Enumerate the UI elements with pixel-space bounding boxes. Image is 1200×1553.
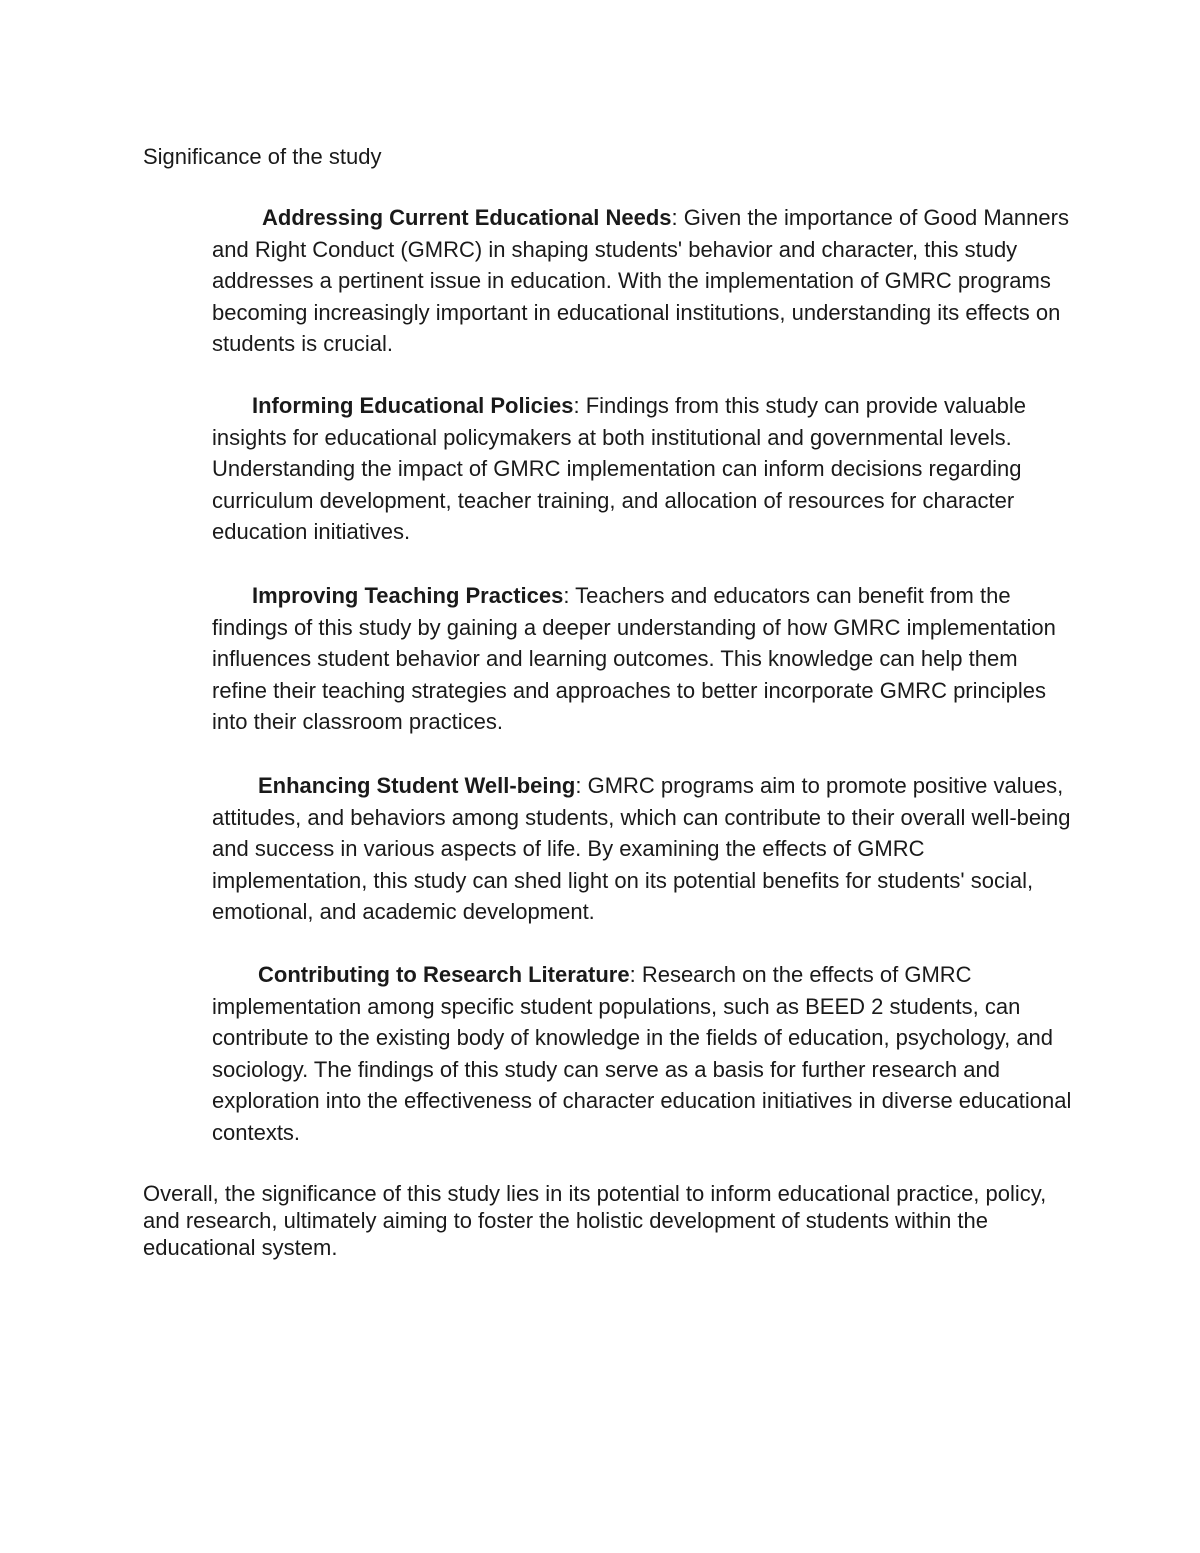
document-title: Significance of the study — [143, 144, 382, 169]
section-heading: Improving Teaching Practices — [252, 583, 564, 608]
section-addressing-current-educational-needs — [212, 202, 1072, 360]
section-contributing-to-research-literature — [212, 959, 1072, 1148]
section-body: : Research on the effects of GMRC implementation among specific student populations, such as BEED 2 students, can contribute to the existing body of knowledge in the fields of education, psychology, and sociology. The findings of this study can serve as a basis for further research and exploration into the effectiveness of character education initiatives in diverse educational contexts. — [212, 962, 1072, 1145]
section-enhancing-student-well-being — [212, 770, 1072, 928]
section-heading: Informing Educational Policies — [252, 393, 574, 418]
section-body: : GMRC programs aim to promote positive values, attitudes, and behaviors among students, which can contribute to their overall well-being and success in various aspects of life. By examining the effects of GMRC implementation, this study can shed light on its potential benefits for students' social, emotional, and academic development. — [212, 773, 1071, 924]
section-body: : Findings from this study can provide valuable insights for educational policymakers at both institutional and governmental levels. Understanding the impact of GMRC implementation can inform decisions regarding curriculum development, teacher training, and allocation of resources for character education initiatives. — [212, 393, 1026, 544]
section-heading: Enhancing Student Well-being — [258, 773, 576, 798]
conclusion-paragraph: Overall, the significance of this study lies in its potential to inform educational practice, policy, and research, ultimately aiming to foster the holistic development of students within the educational system. — [143, 1181, 1047, 1260]
section-heading: Contributing to Research Literature — [258, 962, 630, 987]
section-body: : Teachers and educators can benefit from the findings of this study by gaining a deeper understanding of how GMRC implementation influences student behavior and learning outcomes. This knowledge can help them refine their teaching strategies and approaches to better incorporate GMRC principles into their classroom practices. — [212, 583, 1056, 734]
section-informing-educational-policies — [212, 390, 1072, 548]
section-heading: Addressing Current Educational Needs — [262, 205, 672, 230]
section-improving-teaching-practices — [212, 580, 1072, 738]
section-body: : Given the importance of Good Manners and Right Conduct (GMRC) in shaping students' behavior and character, this study addresses a pertinent issue in education. With the implementation of GMRC programs becoming increasingly important in educational institutions, understanding its effects on students is crucial. — [212, 205, 1069, 356]
